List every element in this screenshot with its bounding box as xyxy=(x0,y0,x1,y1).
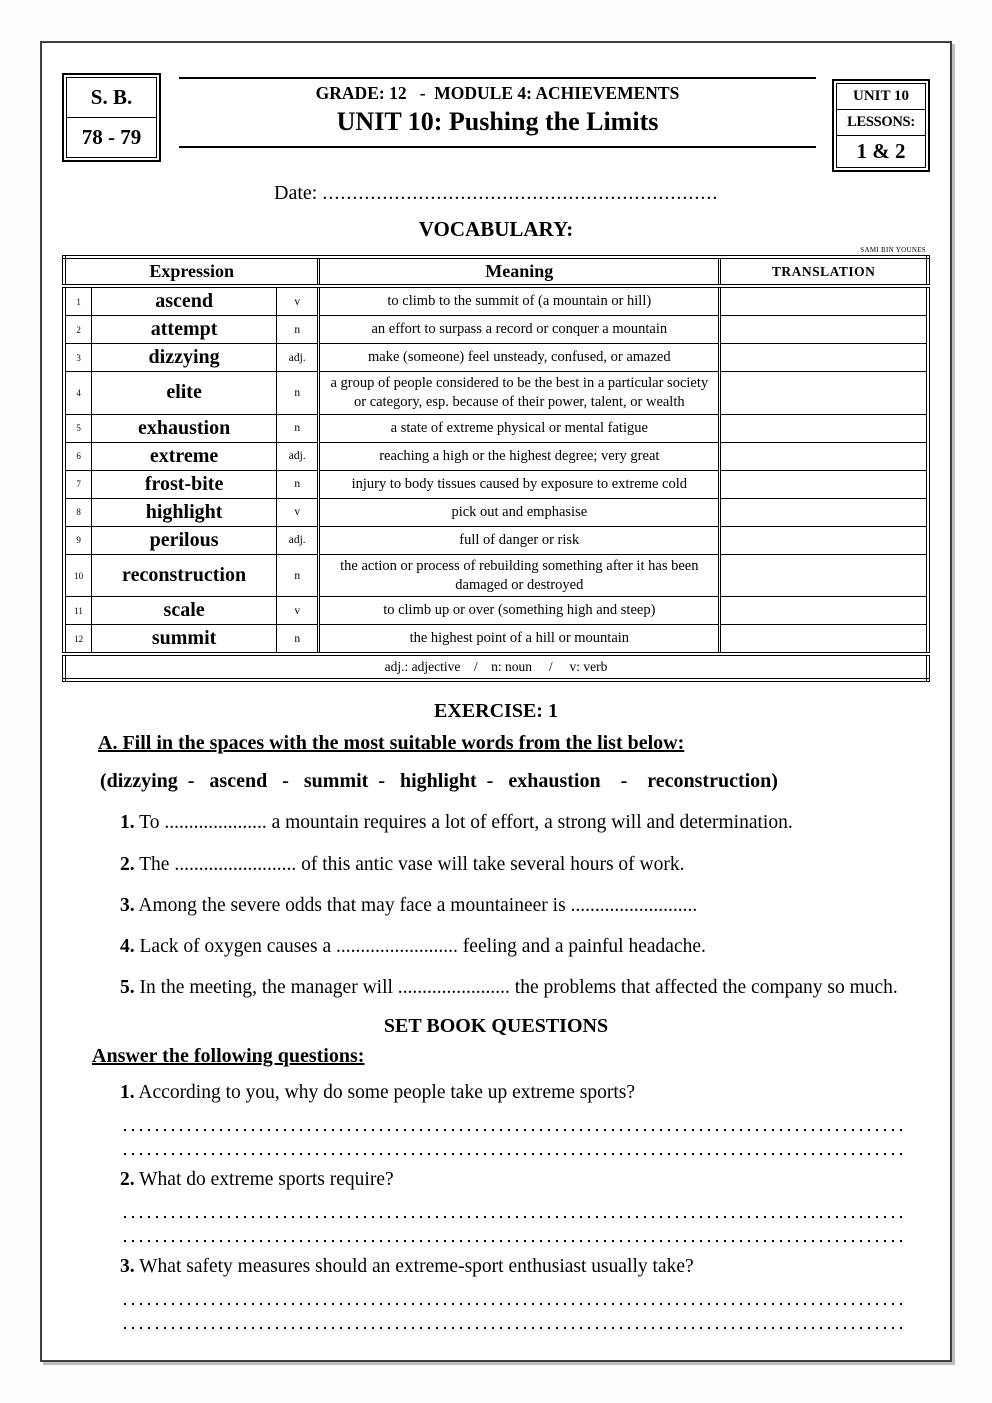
row-number: 1 xyxy=(64,286,92,316)
expression-word: extreme xyxy=(92,442,277,470)
expression-word: exhaustion xyxy=(92,414,277,442)
vocabulary-row xyxy=(64,554,928,597)
answer-blank-line xyxy=(124,1153,906,1155)
sentence-number: 2. xyxy=(120,853,135,875)
part-of-speech: n xyxy=(277,625,319,655)
expression-word: attempt xyxy=(92,316,277,344)
lessons-label: LESSONS: xyxy=(837,109,925,135)
question-text: 1. According to you, why do some people take up extreme sports? xyxy=(120,1081,636,1103)
expression-word: highlight xyxy=(92,498,277,526)
part-of-speech: n xyxy=(277,470,319,498)
answer-blank-line xyxy=(124,1240,906,1242)
translation-cell xyxy=(720,498,928,526)
part-of-speech: n xyxy=(277,554,319,597)
unit-title: UNIT 10: Pushing the Limits xyxy=(336,107,659,136)
translation-cell xyxy=(720,372,928,415)
part-of-speech: n xyxy=(277,414,319,442)
fill-in-sentence: 1. To ..................... a mountain requires a lot of effort, a strong will and determination. xyxy=(120,812,793,834)
vocabulary-row xyxy=(64,498,928,526)
part-of-speech: adj. xyxy=(277,442,319,470)
row-number: 3 xyxy=(64,344,92,372)
unit-number-label: UNIT 10 xyxy=(853,88,909,104)
expression-word: reconstruction xyxy=(92,554,277,597)
fill-in-sentences xyxy=(62,808,930,1002)
translation-cell xyxy=(720,526,928,554)
word-bank: (dizzying - ascend - summit - highlight - exhaustion - reconstruction) xyxy=(100,770,778,793)
sentence-number: 3. xyxy=(120,894,135,916)
exercise-instruction: A. Fill in the spaces with the most suitable words from the list below: xyxy=(98,732,685,755)
meaning-text: an effort to surpass a record or conquer a mountain xyxy=(319,316,720,344)
meaning-text: the action or process of rebuilding something after it has been damaged or destroyed xyxy=(319,554,720,597)
row-number: 6 xyxy=(64,442,92,470)
translation-cell xyxy=(720,625,928,655)
fill-in-sentence: 4. Lack of oxygen causes a ......................... feeling and a painful headache. xyxy=(120,936,706,958)
meaning-text: a group of people considered to be the best in a particular society or category, esp. because of their power, talent, or wealth xyxy=(319,372,720,415)
vocabulary-row xyxy=(64,470,928,498)
expression-word: dizzying xyxy=(92,344,277,372)
vocabulary-row xyxy=(64,597,928,625)
translation-cell xyxy=(720,414,928,442)
meaning-text: pick out and emphasise xyxy=(319,498,720,526)
meaning-text: to climb up or over (something high and steep) xyxy=(319,597,720,625)
vocabulary-row xyxy=(64,286,928,316)
row-number: 12 xyxy=(64,625,92,655)
author-credit: SAMI BIN YOUNES xyxy=(860,246,926,254)
question-text: 3. What safety measures should an extreme-sport enthusiast usually take? xyxy=(120,1256,694,1278)
column-header-meaning: Meaning xyxy=(319,257,720,286)
expression-word: perilous xyxy=(92,526,277,554)
pos-legend-row xyxy=(64,654,928,680)
page-header xyxy=(62,73,930,172)
column-header-expression: Expression xyxy=(64,257,319,286)
row-number: 7 xyxy=(64,470,92,498)
date-label: Date: xyxy=(274,182,318,204)
translation-cell xyxy=(720,597,928,625)
translation-cell xyxy=(720,470,928,498)
question-text: 2. What do extreme sports require? xyxy=(120,1168,394,1190)
vocabulary-row xyxy=(64,442,928,470)
vocabulary-table xyxy=(62,255,930,682)
expression-word: elite xyxy=(92,372,277,415)
row-number: 5 xyxy=(64,414,92,442)
vocabulary-row xyxy=(64,414,928,442)
student-book-label: S. B. xyxy=(90,85,133,109)
question-number: 1. xyxy=(120,1081,135,1103)
expression-word: ascend xyxy=(92,286,277,316)
part-of-speech: v xyxy=(277,286,319,316)
vocabulary-row xyxy=(64,526,928,554)
sentence-number: 4. xyxy=(120,936,135,958)
set-book-questions xyxy=(62,1078,930,1330)
student-book-pages: 78 - 79 xyxy=(67,117,156,157)
meaning-text: reaching a high or the highest degree; very great xyxy=(319,442,720,470)
row-number: 10 xyxy=(64,554,92,597)
vocabulary-heading: VOCABULARY: xyxy=(418,217,574,241)
meaning-text: full of danger or risk xyxy=(319,526,720,554)
student-book-pages-box xyxy=(62,73,161,162)
question-number: 3. xyxy=(120,1256,135,1278)
column-header-translation: TRANSLATION xyxy=(720,257,928,286)
answer-blank-line xyxy=(124,1129,906,1131)
row-number: 11 xyxy=(64,597,92,625)
vocabulary-row xyxy=(64,372,928,415)
translation-cell xyxy=(720,316,928,344)
part-of-speech: v xyxy=(277,498,319,526)
row-number: 4 xyxy=(64,372,92,415)
vocabulary-row xyxy=(64,625,928,655)
unit-lessons-box-inner xyxy=(836,83,926,168)
answer-blank-line xyxy=(124,1216,906,1218)
date-field xyxy=(274,182,930,205)
grade-module-line: GRADE: 12 - MODULE 4: ACHIEVEMENTS xyxy=(315,83,680,103)
vocabulary-row xyxy=(64,316,928,344)
student-book-pages-box-inner xyxy=(66,77,157,158)
exercise-heading: EXERCISE: 1 xyxy=(434,700,558,723)
vocabulary-row xyxy=(64,344,928,372)
expression-word: frost-bite xyxy=(92,470,277,498)
meaning-text: make (someone) feel unsteady, confused, or amazed xyxy=(319,344,720,372)
unit-lessons-box xyxy=(832,79,930,172)
translation-cell xyxy=(720,286,928,316)
expression-word: summit xyxy=(92,625,277,655)
part-of-speech: n xyxy=(277,372,319,415)
sentence-number: 1. xyxy=(120,812,135,834)
part-of-speech: n xyxy=(277,316,319,344)
question-number: 2. xyxy=(120,1168,135,1190)
meaning-text: the highest point of a hill or mountain xyxy=(319,625,720,655)
answer-blank-line xyxy=(124,1327,906,1329)
part-of-speech: v xyxy=(277,597,319,625)
meaning-text: injury to body tissues caused by exposure to extreme cold xyxy=(319,470,720,498)
translation-cell xyxy=(720,554,928,597)
part-of-speech: adj. xyxy=(277,344,319,372)
answer-blank-line xyxy=(124,1303,906,1305)
header-title-block xyxy=(179,77,816,148)
row-number: 2 xyxy=(64,316,92,344)
set-book-instruction: Answer the following questions: xyxy=(92,1044,365,1067)
pos-legend-text: adj.: adjective / n: noun / v: verb xyxy=(64,654,928,680)
lessons-numbers: 1 & 2 xyxy=(837,135,925,167)
translation-cell xyxy=(720,442,928,470)
fill-in-sentence: 3. Among the severe odds that may face a mountaineer is .......................... xyxy=(120,894,698,916)
fill-in-sentence: 2. The ......................... of this antic vase will take several hours of work. xyxy=(120,853,685,875)
translation-cell xyxy=(720,344,928,372)
vocabulary-header-row xyxy=(64,257,928,286)
meaning-text: to climb to the summit of (a mountain or hill) xyxy=(319,286,720,316)
set-book-heading: SET BOOK QUESTIONS xyxy=(383,1014,609,1037)
date-blank-line: .................................................................. xyxy=(322,182,719,204)
worksheet-page xyxy=(40,41,952,1362)
sentence-number: 5. xyxy=(120,977,135,999)
fill-in-sentence: 5. In the meeting, the manager will ....................... the problems that affected the company so much. xyxy=(120,977,898,999)
row-number: 9 xyxy=(64,526,92,554)
part-of-speech: adj. xyxy=(277,526,319,554)
meaning-text: a state of extreme physical or mental fatigue xyxy=(319,414,720,442)
row-number: 8 xyxy=(64,498,92,526)
expression-word: scale xyxy=(92,597,277,625)
